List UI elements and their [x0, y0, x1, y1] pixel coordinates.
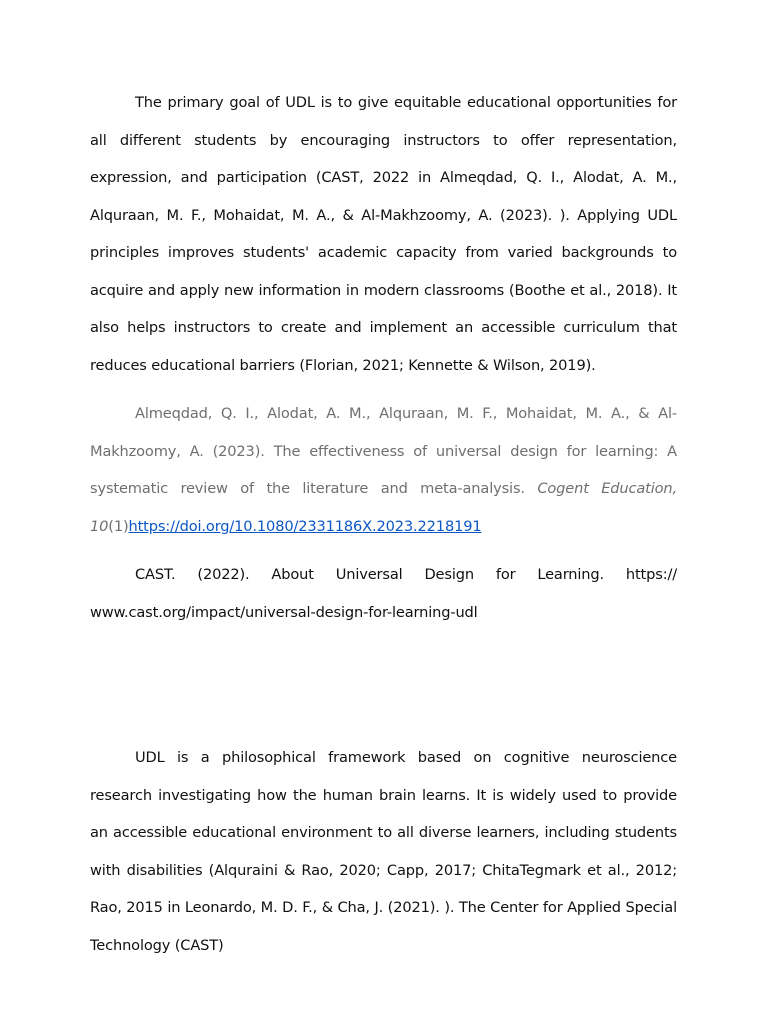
spacer — [90, 545, 677, 556]
reference-cast: CAST. (2022). About Universal Design for Learning. https:// www.cast.org/impact/universal-design-for-learning-udl — [90, 566, 677, 621]
spacer — [90, 384, 677, 395]
doi-link[interactable]: https://doi.org/10.1080/2331186X.2023.2218191 — [128, 517, 482, 535]
document-page — [90, 84, 677, 964]
paragraph-udl-framework: UDL is a philosophical framework based on cognitive neuroscience research investigating how the human brain learns. It is widely used to provide an accessible educational environment to all diverse learners, including students with disabilities (Alquraini & Rao, 2020; Capp, 2017; ChitaTegmark et al., 2012; Rao, 2015 in Leonardo, M. D. F., & Cha, J. (2021). ). The Center for Applied Special Technology (CAST) — [90, 749, 677, 954]
reference-almeqdad-journal: Cogent Education, 10 — [90, 480, 677, 535]
spacer — [90, 631, 677, 739]
reference-almeqdad-main: Almeqdad, Q. I., Alodat, A. M., Alquraan, M. F., Mohaidat, M. A., & Al-Makhzoomy, A. (2023). The effectiveness of universal design for learning: A systematic review of the literature and meta-analysis. — [90, 405, 677, 497]
reference-almeqdad — [90, 395, 677, 545]
paragraph-udl-goal: The primary goal of UDL is to give equitable educational opportunities for all different students by encouraging instructors to offer representation, expression, and participation (CAST, 2022 in Almeqdad, Q. I., Alodat, A. M., Alquraan, M. F., Mohaidat, M. A., & Al-Makhzoomy, A. (2023). ). Applying UDL principles improves students' academic capacity from varied backgrounds to acquire and apply new information in modern classrooms (Boothe et al., 2018). It also helps instructors to create and implement an accessible curriculum that reduces educational barriers (Florian, 2021; Kennette & Wilson, 2019). — [90, 94, 677, 374]
reference-almeqdad-issue: (1) — [108, 517, 129, 535]
